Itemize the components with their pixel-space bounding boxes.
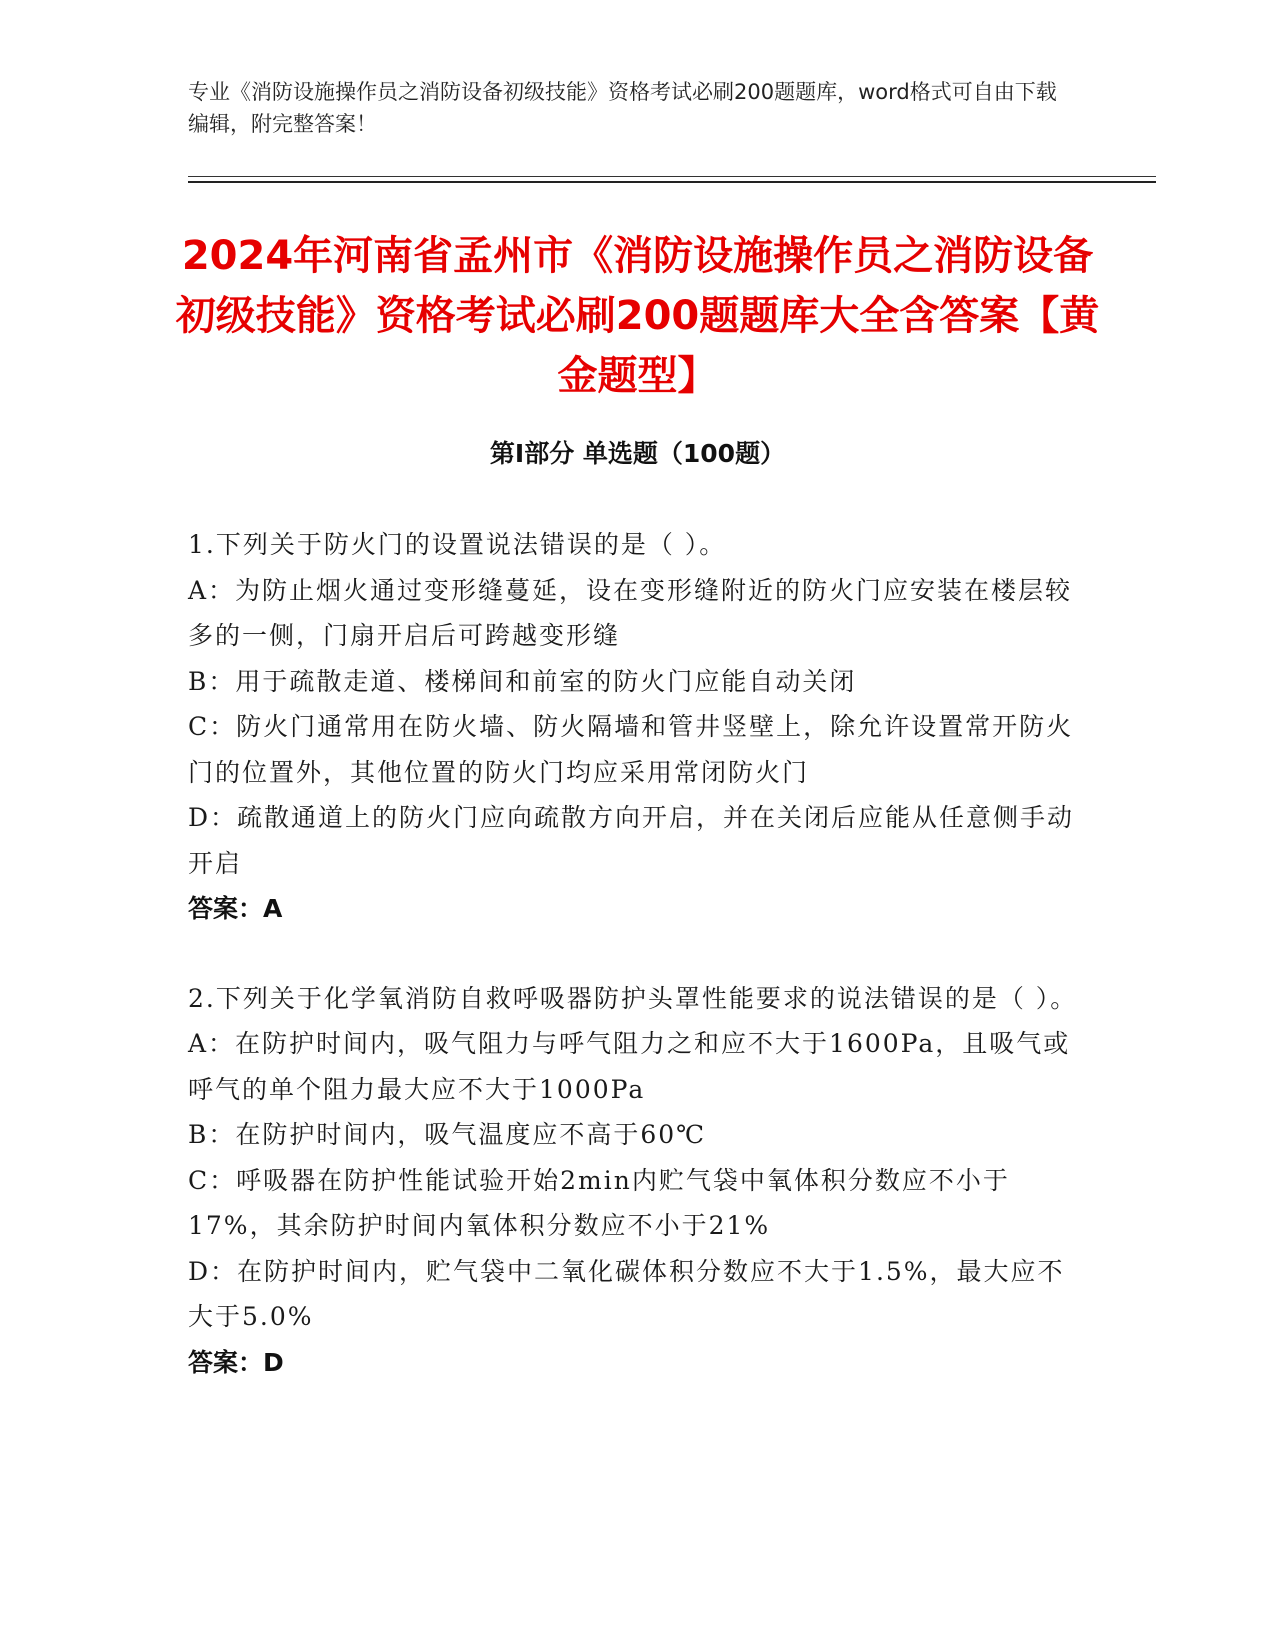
document-title: 2024年河南省孟州市《消防设施操作员之消防设备初级技能》资格考试必刷200题题库大全含答案【黄金题型】: [175, 233, 1100, 399]
question-stem: 1.下列关于防火门的设置说法错误的是（ ）。: [188, 530, 727, 559]
option-d: D：在防护时间内，贮气袋中二氧化碳体积分数应不大于1.5%，最大应不大于5.0%: [188, 1256, 1065, 1331]
header-divider-thick: [188, 181, 1156, 183]
option-c: C：防火门通常用在防火墙、防火隔墙和管井竖壁上，除允许设置常开防火门的位置外，其他位置的防火门均应采用常闭防火门: [188, 712, 1074, 787]
option-a: A：为防止烟火通过变形缝蔓延，设在变形缝附近的防火门应安装在楼层较多的一侧，门扇开启后可跨越变形缝: [188, 575, 1073, 650]
answer: 答案：D: [188, 1347, 284, 1377]
question-1: [188, 522, 1083, 932]
option-c: C：呼吸器在防护性能试验开始2min内贮气袋中氧体积分数应不小于17%，其余防护时间内氧体积分数应不小于21%: [188, 1165, 1010, 1240]
option-a: A：在防护时间内，吸气阻力与呼气阻力之和应不大于1600Pa，且吸气或呼气的单个阻力最大应不大于1000Pa: [188, 1029, 1071, 1104]
option-b: B：在防护时间内，吸气温度应不高于60℃: [188, 1120, 707, 1149]
question-list: [188, 522, 1083, 1429]
option-d: D：疏散通道上的防火门应向疏散方向开启，并在关闭后应能从任意侧手动开启: [188, 803, 1075, 878]
option-b: B：用于疏散走道、楼梯间和前室的防火门应能自动关闭: [188, 666, 857, 696]
answer: 答案：A: [188, 894, 283, 923]
header-note: 专业《消防设施操作员之消防设备初级技能》资格考试必刷200题题库，word格式可自由下载编辑，附完整答案！: [188, 80, 1057, 136]
question-2: [188, 976, 1083, 1386]
header-divider-thin: [188, 176, 1156, 177]
question-stem: 2.下列关于化学氧消防自救呼吸器防护头罩性能要求的说法错误的是（ ）。: [188, 983, 1078, 1013]
section-heading: 第I部分 单选题（100题）: [489, 439, 786, 468]
